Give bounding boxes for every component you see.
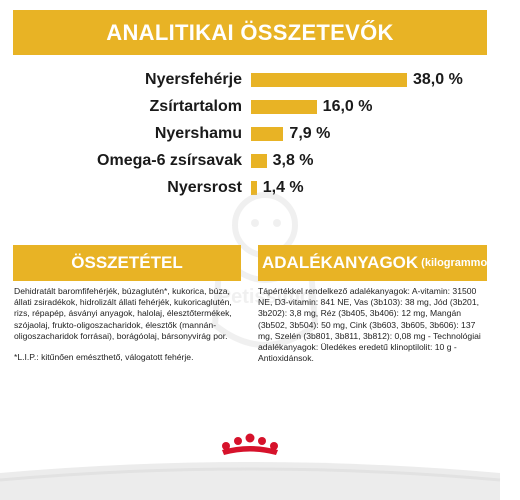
chart-row: [0, 149, 500, 173]
chart-row: [0, 122, 500, 146]
additives-header-sub: (kilogrammonként): [421, 257, 520, 269]
chart-bar: [251, 100, 317, 114]
chart-value-label: 3,8 %: [272, 152, 314, 169]
chart-category-label: Nyersrost: [167, 179, 242, 196]
crown-logo-icon: [216, 432, 284, 456]
chart-bar: [251, 127, 283, 141]
additives-text: Tápértékkel rendelkező adalékanyagok: A-vitamin: 31500 NE, D3-vitamin: 841 NE, Vas (3b103): 38 mg, Jód (3b201, 3b202): 3,8 mg, Réz (3b405, 3b406): 12 mg, Mangán (3b502, 3b504): 50 mg, Cink (3b603, 3b605, 3b606): 137 mg, Szelén (3b801, 3b811, 3b812): 0,08 mg - Technológiai adalékanyagok: Üledékes eredetű klinoptilolit: 10 g - Antioxidánsok.: [258, 286, 481, 364]
chart-value-label: 1,4 %: [262, 179, 304, 196]
chart-category-label: Zsírtartalom: [149, 98, 242, 115]
chart-category-label: Nyersfehérje: [145, 71, 242, 88]
additives-header-label: ADALÉKANYAGOK: [262, 253, 419, 272]
chart-value-label: 7,9 %: [289, 125, 331, 142]
chart-bar: [251, 73, 407, 87]
composition-header-label: ÖSSZETÉTEL: [71, 253, 183, 272]
composition-text: Dehidratált baromfifehérjék, búzaglutén*, kukorica, búza, állati zsiradékok, hidrolizált állati fehérjék, kukoricaglutén, rizs, répapép, ásványi anyagok, halolaj, élesztőtermékek, szójaolaj, frukto-oligoszacharidok, élesztők (mannán-oligoszacharidok forrásai), borágóolaj, bársonyvirág por.: [14, 286, 232, 341]
composition-header: [13, 245, 241, 281]
footer-decoration: [0, 455, 500, 500]
composition-note: *L.I.P.: kitűnően emészthető, válogatott fehérje.: [14, 352, 194, 363]
watermark-text: Petissimo: [217, 286, 313, 308]
chart-row: [0, 95, 500, 119]
chart-category-label: Omega-6 zsírsavak: [97, 152, 242, 169]
additives-header: [258, 245, 520, 281]
chart-row: [0, 68, 500, 92]
composition-body: [14, 286, 244, 363]
chart-category-label: Nyershamu: [154, 125, 242, 142]
chart-value-label: 38,0 %: [413, 71, 463, 88]
chart-value-label: 16,0 %: [322, 98, 373, 115]
page-title: ANALITIKAI ÖSSZETEVŐK: [13, 10, 487, 55]
additives-body: [258, 286, 490, 364]
chart-bar: [251, 154, 267, 168]
